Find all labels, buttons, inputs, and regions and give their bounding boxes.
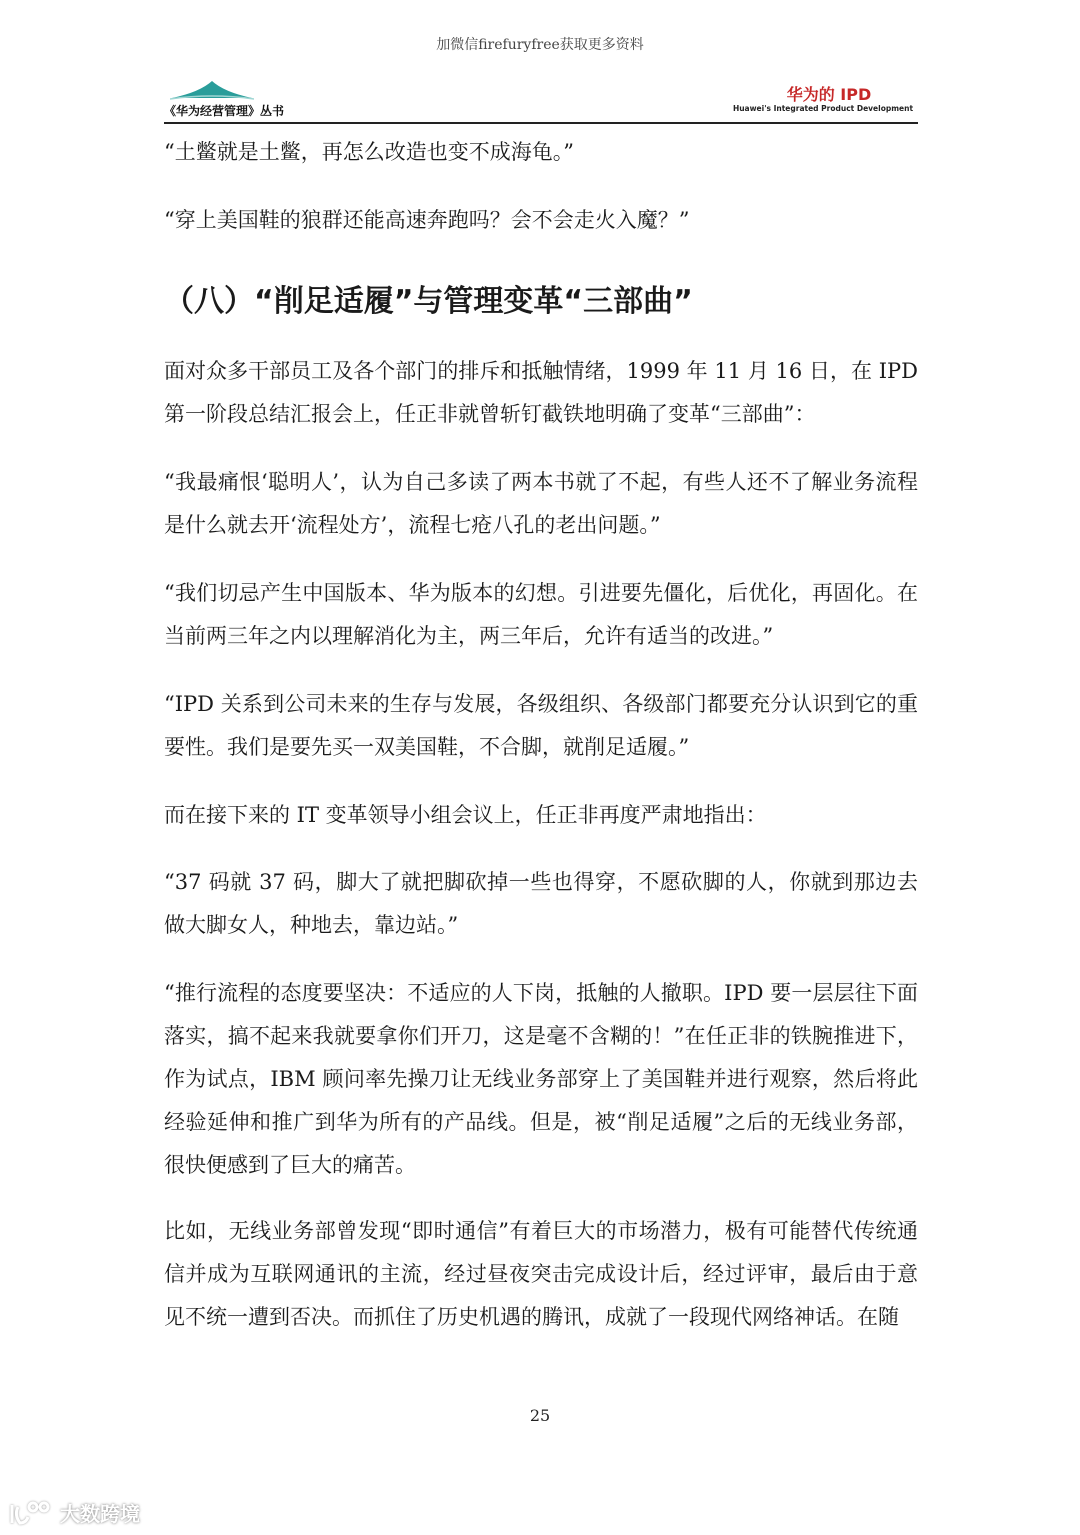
body-paragraph: “推行流程的态度要坚决：不适应的人下岗，抵触的人撤职。IPD 要一层层往下面落实，搞不起来我就要拿你们开刀，这是毫不含糊的！”在任正非的铁腕推进下，作为试点，IBM 顾问率先操刀让无线业务部穿上了美国鞋并进行观察，然后将此经验延伸和推广到华为所有的产品线。但是，被“削足适履”之后的无线业务部，很快便感到了巨大的痛苦。 [164,981,918,1177]
page-header [164,78,918,124]
body-paragraph: 面对众多干部员工及各个部门的排斥和抵触情绪，1999 年 11 月 16 日，在 IPD 第一阶段总结汇报会上，任正非就曾斩钉截铁地明确了变革“三部曲”： [164,359,918,426]
quote-paragraph: “土鳖就是土鳖，再怎么改造也变不成海龟。” [164,140,574,164]
mountain-logo-icon [170,78,254,100]
top-banner: 加微信firefuryfree获取更多资料 [436,37,644,53]
watermark-logo-icon [6,1499,54,1527]
series-title: 《华为经营管理》丛书 [164,104,285,118]
body-paragraph: 比如，无线业务部曾发现“即时通信”有着巨大的市场潜力，极有可能替代传统通信并成为互联网通讯的主流，经过昼夜突击完成设计后，经过评审，最后由于意见不统一遭到否决。而抓住了历史机遇的腾讯，成就了一段现代网络神话。在随 [164,1219,918,1329]
quote-paragraph: “我们切忌产生中国版本、华为版本的幻想。引进要先僵化，后优化，再固化。在当前两三年之内以理解消化为主，两三年后，允许有适当的改进。” [164,581,918,648]
brand-subtitle: Huawei's Integrated Product Development [732,104,914,113]
body-paragraph: 而在接下来的 IT 变革领导小组会议上，任正非再度严肃地指出： [164,803,767,827]
watermark [6,1498,140,1527]
watermark-text: 大数跨境 [60,1502,140,1526]
quote-paragraph: “我最痛恨‘聪明人’，认为自己多读了两本书就了不起，有些人还不了解业务流程是什么就去开‘流程处方’，流程七疮八孔的老出问题。” [164,470,918,537]
quote-paragraph: “37 码就 37 码，脚大了就把脚砍掉一些也得穿，不愿砍脚的人，你就到那边去做大脚女人，种地去，靠边站。” [164,870,918,937]
brand-title: 华为的 IPD [786,85,872,104]
header-right [728,86,918,113]
section-heading: （八）“削足适履”与管理变革“三部曲” [164,284,693,319]
quote-paragraph: “IPD 关系到公司未来的生存与发展，各级组织、各级部门都要充分认识到它的重要性。我们是要先买一双美国鞋，不合脚，就削足适履。” [164,692,918,759]
page-number: 25 [529,1406,551,1425]
header-left [164,78,364,122]
quote-paragraph: “穿上美国鞋的狼群还能高速奔跑吗？会不会走火入魔？” [164,208,690,232]
